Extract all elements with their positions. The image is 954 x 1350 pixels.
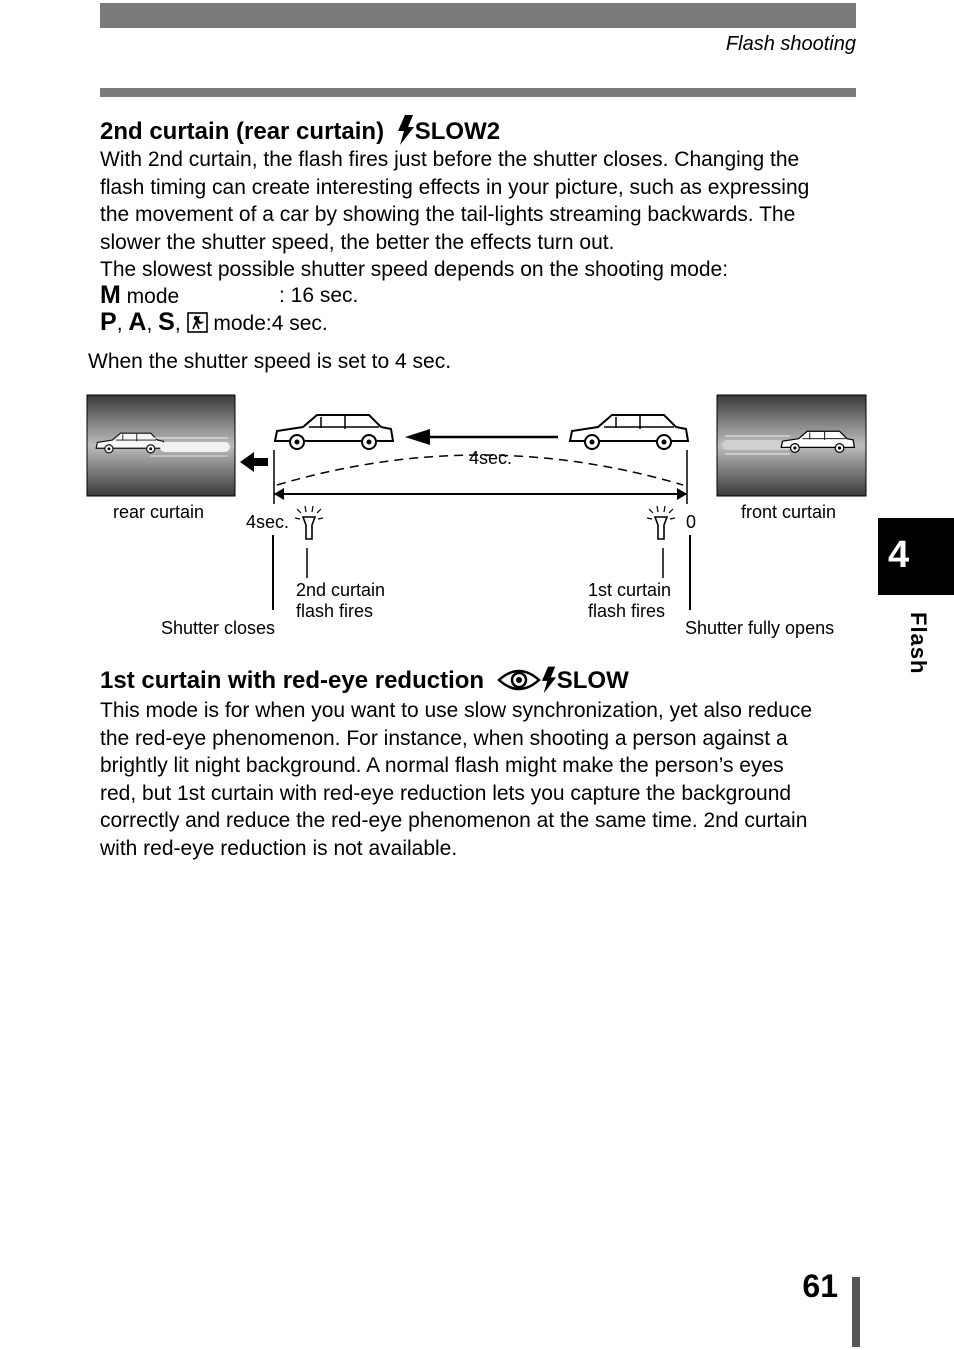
section1-heading-text: 2nd curtain (rear curtain) <box>100 118 385 145</box>
flash-bulb-icon <box>647 506 675 539</box>
mode-m-line <box>100 282 179 311</box>
body-line: The slowest possible shutter speed depends on the shooting mode: <box>100 258 729 281</box>
car-icon <box>275 415 393 449</box>
body-line: with red-eye reduction is not available. <box>100 836 458 860</box>
section1-heading <box>100 115 500 146</box>
night-portrait-icon <box>187 312 208 333</box>
section2-heading-text: 1st curtain with red-eye reduction <box>100 667 485 694</box>
chapter-number: 4 <box>888 534 910 576</box>
mode-a-letter: A <box>128 308 147 336</box>
shutter-opens-label: Shutter fully opens <box>685 618 835 638</box>
body-line: With 2nd curtain, the flash fires just before the shutter closes. Changing the <box>100 148 800 171</box>
front-curtain-label: front curtain <box>741 502 837 522</box>
chapter-label: Flash <box>906 612 931 675</box>
red-eye-icon <box>497 666 541 694</box>
car-icon <box>570 415 688 449</box>
body-line: red, but 1st curtain with red-eye reduction lets you capture the background <box>100 781 792 805</box>
mode-p-letter: P <box>100 308 117 336</box>
body-line: flash timing can create interesting effects in your picture, such as expressing <box>100 175 810 199</box>
body-line: the red-eye phenomenon. For instance, when shooting a person against a <box>100 726 788 750</box>
section1-heading-mode: SLOW2 <box>414 118 501 145</box>
flash-icon <box>397 115 415 145</box>
diagram-top-label: 4sec. <box>469 448 513 468</box>
section2-heading-mode: SLOW <box>556 667 629 694</box>
mode-m-value: : 16 sec. <box>279 284 359 307</box>
front-curtain-photo <box>717 395 866 496</box>
body-line: brightly lit night background. A normal flash might make the person’s eyes <box>100 754 784 777</box>
page-number: 61 <box>802 1268 838 1304</box>
arrow-left-icon <box>405 429 430 445</box>
chapter-tab <box>878 518 954 595</box>
section2-body <box>100 697 812 862</box>
comma: , <box>146 312 153 335</box>
body-line: the movement of a car by showing the tail-lights streaming backwards. The <box>100 203 796 226</box>
label-line: 2nd curtain <box>296 580 386 600</box>
header-bar <box>100 3 856 28</box>
header-rule <box>100 88 856 97</box>
comma: , <box>116 312 123 335</box>
section2-heading <box>100 666 629 695</box>
rear-curtain-photo <box>87 395 235 496</box>
right-time-label: 0 <box>686 512 697 532</box>
body-line: This mode is for when you want to use slow synchronization, yet also reduce <box>100 699 813 722</box>
second-curtain-fires-label <box>296 580 385 622</box>
flash-icon <box>541 666 557 694</box>
body-line: slower the shutter speed, the better the effects turn out. <box>100 230 615 254</box>
label-line: flash fires <box>588 601 666 621</box>
mode-m-text: mode <box>126 285 180 308</box>
first-curtain-fires-label <box>588 580 671 622</box>
mode-pas-line <box>100 309 328 338</box>
running-title: Flash shooting <box>725 33 856 55</box>
flash-bulb-icon <box>295 506 323 539</box>
section1-body <box>100 146 809 284</box>
shutter-closes-label: Shutter closes <box>161 618 276 638</box>
time-bar-left-end <box>274 488 284 500</box>
mode-m-letter: M <box>100 281 121 309</box>
page-number-bar <box>852 1277 860 1347</box>
label-line: flash fires <box>296 601 374 621</box>
left-time-label: 4sec. <box>246 512 290 532</box>
mode-pas-text: mode:4 sec. <box>213 312 328 335</box>
time-bar-right-end <box>677 488 687 500</box>
label-line: 1st curtain <box>588 580 672 600</box>
diagram-caption: When the shutter speed is set to 4 sec. <box>88 350 452 373</box>
mode-s-letter: S <box>158 308 175 336</box>
arrow-left-icon <box>240 452 268 472</box>
rear-curtain-label: rear curtain <box>113 502 205 522</box>
body-line: correctly and reduce the red-eye phenomenon at the same time. 2nd curtain <box>100 809 808 832</box>
comma: , <box>174 312 181 335</box>
